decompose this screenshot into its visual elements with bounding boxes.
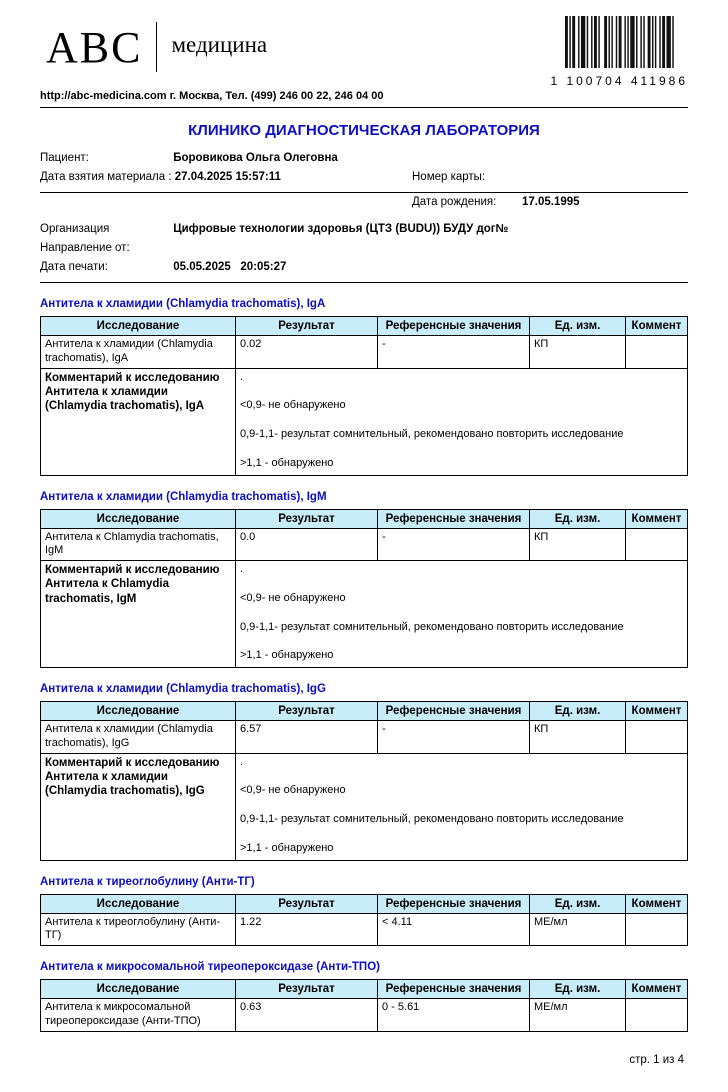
comment-title: Комментарий к исследованию Антитела к Chlamydia trachomatis, IgM	[41, 561, 236, 668]
column-header: Результат	[236, 317, 378, 336]
lab-section	[40, 961, 688, 1032]
column-header: Коммент	[626, 980, 688, 999]
section-title: Антитела к тиреоглобулину (Анти-ТГ)	[40, 875, 255, 888]
column-header: Ед. изм.	[530, 509, 626, 528]
comment-text	[236, 561, 688, 668]
print-date-value: 05.05.2025 20:05:27	[173, 261, 287, 273]
column-header: Референсные значения	[378, 702, 530, 721]
results-table	[40, 979, 688, 1032]
unit: КП	[530, 336, 626, 369]
result-row	[41, 336, 688, 369]
column-header: Ед. изм.	[530, 317, 626, 336]
reference-range: -	[378, 336, 530, 369]
section-title: Антитела к хламидии (Chlamydia trachomatis), IgA	[40, 298, 326, 310]
results-table	[40, 701, 688, 861]
section-title: Антитела к микросомальной тиреопероксидазе (Анти-ТПО)	[40, 961, 380, 973]
comment-line: >1,1 - обнаружено	[240, 456, 334, 469]
lab-title: КЛИНИКО ДИАГНОСТИЧЕСКАЯ ЛАБОРАТОРИЯ	[188, 122, 540, 139]
column-header: Ед. изм.	[530, 894, 626, 913]
reference-range: 0 - 5.61	[378, 999, 530, 1032]
organization-value: Цифровые технологии здоровья (ЦТЗ (BUDU)) БУДУ дог№	[173, 223, 509, 235]
lab-section	[40, 876, 688, 947]
comment-text	[236, 753, 688, 860]
lab-section	[40, 491, 688, 669]
test-name: Антитела к Chlamydia trachomatis, IgM	[41, 528, 236, 561]
birth-date-value: 17.05.1995	[522, 196, 580, 208]
comment-row	[41, 753, 688, 860]
organization-label: Организация	[40, 223, 110, 235]
comment-cell	[626, 336, 688, 369]
print-date-row	[40, 258, 688, 277]
results-table	[40, 509, 688, 669]
results-table	[40, 316, 688, 476]
reference-range: -	[378, 721, 530, 754]
comment-line: 0,9-1,1- результат сомнительный, рекомендовано повторить исследование	[240, 813, 624, 825]
divider-line	[40, 107, 688, 108]
comment-text	[236, 368, 688, 475]
contact-line: http://abc-medicina.com г. Москва, Тел. (499) 246 00 22, 246 04 00	[40, 90, 384, 102]
column-header: Референсные значения	[378, 980, 530, 999]
comment-title: Комментарий к исследованию Антитела к хламидии (Chlamydia trachomatis), IgG	[41, 753, 236, 860]
reference-range: -	[378, 528, 530, 561]
comment-cell	[626, 528, 688, 561]
result-value: 6.57	[236, 721, 378, 754]
test-name: Антитела к тиреоглобулину (Анти-ТГ)	[41, 913, 236, 946]
table-header-row	[41, 509, 688, 528]
column-header: Результат	[236, 894, 378, 913]
column-header: Референсные значения	[378, 509, 530, 528]
reference-range: < 4.11	[378, 913, 530, 946]
result-row	[41, 913, 688, 946]
sample-date-value: 27.04.2025 15:57:11	[174, 171, 281, 183]
comment-line: .	[240, 563, 244, 575]
column-header: Ед. изм.	[530, 980, 626, 999]
column-header: Ед. изм.	[530, 702, 626, 721]
comment-cell	[626, 721, 688, 754]
column-header: Результат	[236, 509, 378, 528]
unit: МЕ/мл	[530, 999, 626, 1032]
table-header-row	[41, 894, 688, 913]
comment-row	[41, 368, 688, 475]
unit: КП	[530, 528, 626, 561]
comment-line: <0,9- не обнаружено	[240, 784, 346, 797]
organization-row	[40, 220, 688, 239]
results-table	[40, 894, 688, 947]
result-value: 0.63	[236, 999, 378, 1032]
column-header: Референсные значения	[378, 317, 530, 336]
test-name: Антитела к хламидии (Chlamydia trachomatis), IgG	[41, 721, 236, 754]
unit: МЕ/мл	[530, 913, 626, 946]
comment-line: <0,9- не обнаружено	[240, 591, 346, 604]
comment-line: .	[240, 755, 244, 768]
barcode-number: 1 100704 411986	[550, 74, 688, 88]
column-header: Исследование	[41, 894, 236, 913]
comment-cell	[626, 913, 688, 946]
column-header: Исследование	[41, 509, 236, 528]
sections	[40, 298, 688, 1032]
test-name: Антитела к хламидии (Chlamydia trachomatis), IgA	[41, 336, 236, 369]
column-header: Коммент	[626, 317, 688, 336]
barcode	[550, 16, 688, 88]
column-header: Исследование	[41, 980, 236, 999]
birth-date-row	[40, 193, 688, 212]
print-date-label: Дата печати:	[40, 261, 108, 273]
table-header-row	[41, 980, 688, 999]
sample-date-row	[40, 168, 688, 187]
card-number-label: Номер карты:	[412, 171, 486, 183]
test-name: Антитела к микросомальной тиреопероксидазе (Анти-ТПО)	[41, 999, 236, 1032]
referral-row	[40, 239, 688, 258]
result-value: 0.0	[236, 528, 378, 561]
birth-date-label: Дата рождения:	[412, 196, 497, 208]
result-value: 1.22	[236, 913, 378, 946]
comment-line: 0,9-1,1- результат сомнительный, рекомендовано повторить исследование	[240, 428, 624, 440]
patient-name: Боровикова Ольга Олеговна	[173, 152, 338, 164]
barcode-bars	[565, 16, 674, 68]
comment-line: >1,1 - обнаружено	[240, 649, 334, 662]
lab-section	[40, 683, 688, 861]
patient-row	[40, 149, 688, 168]
section-title: Антитела к хламидии (Chlamydia trachomatis), IgG	[40, 683, 326, 695]
column-header: Результат	[236, 702, 378, 721]
column-header: Исследование	[41, 702, 236, 721]
comment-line: 0,9-1,1- результат сомнительный, рекомендовано повторить исследование	[240, 620, 624, 633]
comment-row	[41, 561, 688, 668]
column-header: Референсные значения	[378, 894, 530, 913]
result-row	[41, 528, 688, 561]
patient-info	[40, 149, 688, 283]
page-number: стр. 1 из 4	[629, 1053, 684, 1066]
result-row	[41, 721, 688, 754]
column-header: Результат	[236, 980, 378, 999]
comment-line: >1,1 - обнаружено	[240, 841, 334, 854]
table-header-row	[41, 702, 688, 721]
column-header: Коммент	[626, 894, 688, 913]
lab-section	[40, 298, 688, 476]
result-row	[41, 999, 688, 1032]
divider-line	[40, 282, 688, 283]
comment-cell	[626, 999, 688, 1032]
result-value: 0.02	[236, 336, 378, 369]
table-header-row	[41, 317, 688, 336]
section-title: Антитела к хламидии (Chlamydia trachomatis), IgM	[40, 490, 327, 503]
column-header: Коммент	[626, 509, 688, 528]
comment-line: <0,9- не обнаружено	[240, 399, 346, 412]
comment-line: .	[240, 370, 244, 383]
unit: КП	[530, 721, 626, 754]
comment-title: Комментарий к исследованию Антитела к хламидии (Chlamydia trachomatis), IgA	[41, 368, 236, 475]
referral-label: Направление от:	[40, 242, 130, 254]
patient-label: Пациент:	[40, 152, 89, 164]
column-header: Коммент	[626, 702, 688, 721]
sample-date-label: Дата взятия материала :	[40, 171, 172, 183]
logo-text-medicina: медицина	[171, 32, 268, 57]
logo-text-abc: АВС	[46, 22, 143, 72]
logo-divider	[156, 22, 157, 72]
column-header: Исследование	[41, 317, 236, 336]
